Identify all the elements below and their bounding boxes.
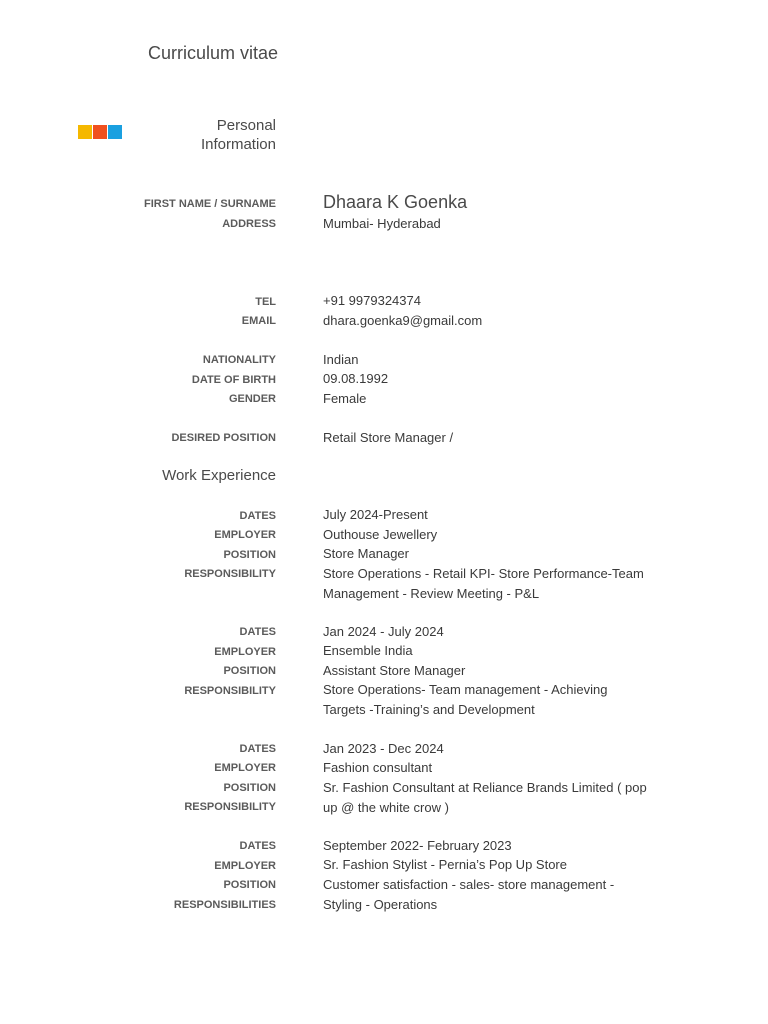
label-gender: GENDER xyxy=(228,393,276,405)
job3-position: Sr. Fashion Consultant at Reliance Brands Limited ( pop up @ the white crow ) xyxy=(323,780,647,815)
logo-square-yellow xyxy=(78,125,92,139)
value-date-of-birth: 09.08.1992 xyxy=(323,371,389,386)
job2-employer: Ensemble India xyxy=(323,643,413,658)
job2-position: Assistant Store Manager xyxy=(323,663,466,678)
job2-label-responsibility: RESPONSIBILITY xyxy=(184,685,276,697)
value-email: dhara.goenka9@gmail.com xyxy=(323,313,483,328)
job3-label-responsibility: RESPONSIBILITY xyxy=(184,801,276,813)
value-name: Dhaara K Goenka xyxy=(323,192,468,212)
label-email: EMAIL xyxy=(241,315,276,327)
logo-square-red xyxy=(93,125,107,139)
value-desired-position: Retail Store Manager / xyxy=(323,430,454,445)
value-nationality: Indian xyxy=(323,352,359,367)
job1-responsibility: Store Operations - Retail KPI- Store Performance-Team Management - Review Meeting - P&L xyxy=(323,566,644,601)
job1-employer: Outhouse Jewellery xyxy=(323,527,438,542)
job3-label-position: POSITION xyxy=(223,782,276,794)
label-tel: TEL xyxy=(255,296,276,308)
personal-heading-line1: Personal xyxy=(216,117,276,134)
value-address: Mumbai- Hyderabad xyxy=(323,216,441,231)
personal-heading-line2: Information xyxy=(200,136,276,153)
label-name: FIRST NAME / SURNAME xyxy=(144,198,276,210)
job1-label-dates: DATES xyxy=(239,510,276,522)
job1-label-position: POSITION xyxy=(223,549,276,561)
job4-position: Customer satisfaction - sales- store management - Styling - Operations xyxy=(323,877,615,912)
job3-dates: Jan 2023 - Dec 2024 xyxy=(323,741,444,756)
europass-logo xyxy=(78,125,122,139)
job2-dates: Jan 2024 - July 2024 xyxy=(323,624,444,639)
personal-information-heading xyxy=(201,116,276,154)
value-tel: +91 9979324374 xyxy=(323,293,421,308)
job4-label-employer: EMPLOYER xyxy=(214,860,276,872)
job1-position: Store Manager xyxy=(323,546,409,561)
job4-label-dates: DATES xyxy=(239,840,276,852)
label-nationality: NATIONALITY xyxy=(202,354,276,366)
job3-label-dates: DATES xyxy=(239,743,276,755)
job4-employer: Sr. Fashion Stylist - Pernia’s Pop Up Store xyxy=(323,857,567,872)
job1-label-employer: EMPLOYER xyxy=(214,529,276,541)
job4-label-position: POSITION xyxy=(223,879,276,891)
logo-square-blue xyxy=(108,125,122,139)
document-title: Curriculum vitae xyxy=(147,43,278,63)
label-address: ADDRESS xyxy=(222,218,276,230)
label-desired-position: DESIRED POSITION xyxy=(171,432,276,444)
value-gender: Female xyxy=(323,391,367,406)
job2-label-dates: DATES xyxy=(239,626,276,638)
job2-label-position: POSITION xyxy=(223,665,276,677)
job1-dates: July 2024-Present xyxy=(323,507,428,522)
job3-label-employer: EMPLOYER xyxy=(214,762,276,774)
job4-dates: September 2022- February 2023 xyxy=(323,838,512,853)
job2-label-employer: EMPLOYER xyxy=(214,646,276,658)
label-date-of-birth: DATE OF BIRTH xyxy=(191,374,276,386)
job2-responsibility: Store Operations- Team management - Achieving Targets -Training’s and Development xyxy=(323,682,608,717)
job1-label-responsibility: RESPONSIBILITY xyxy=(184,568,276,580)
work-experience-heading: Work Experience xyxy=(162,467,276,484)
job4-label-responsibilities: RESPONSIBILITIES xyxy=(173,899,276,911)
job3-employer: Fashion consultant xyxy=(323,760,433,775)
